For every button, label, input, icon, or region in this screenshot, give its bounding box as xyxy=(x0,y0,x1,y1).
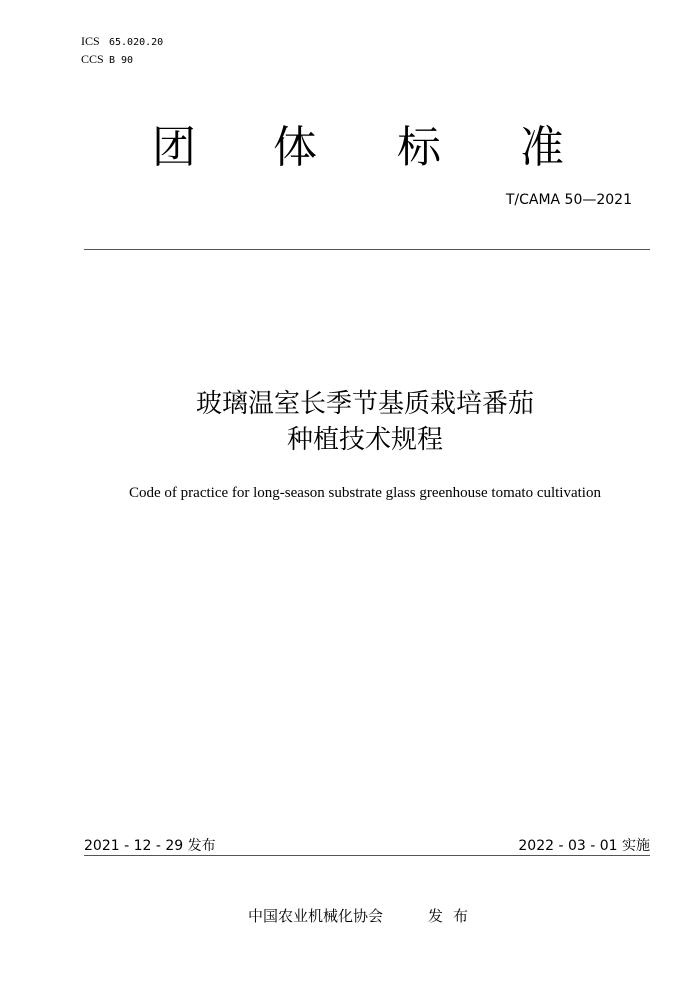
issuing-organization: 中国农业机械化协会 xyxy=(248,907,384,925)
ics-code xyxy=(81,34,163,49)
ics-value: 65.020.20 xyxy=(109,37,164,48)
top-divider xyxy=(84,249,650,250)
header-char-3: 标 xyxy=(397,122,441,173)
ccs-code xyxy=(81,52,133,67)
bottom-divider xyxy=(84,855,650,856)
header-char-2: 体 xyxy=(273,122,317,173)
header-char-4: 准 xyxy=(520,122,564,173)
issue-action: 发布 xyxy=(428,907,479,925)
ccs-value: B 90 xyxy=(109,55,134,66)
header-char-1: 团 xyxy=(152,122,196,173)
standard-number: T/CAMA 50—2021 xyxy=(505,192,632,208)
ccs-label: CCS xyxy=(81,52,104,66)
implement-date: 2022 - 03 - 01 实施 xyxy=(518,838,650,854)
title-line-1: 玻璃温室长季节基质栽培番茄 xyxy=(195,389,534,419)
publish-date: 2021 - 12 - 29 发布 xyxy=(84,838,216,854)
title-line-2: 种植技术规程 xyxy=(286,425,443,455)
english-title: Code of practice for long-season substrate glass greenhouse tomato cultivation xyxy=(129,485,601,501)
ics-label: ICS xyxy=(81,34,100,48)
